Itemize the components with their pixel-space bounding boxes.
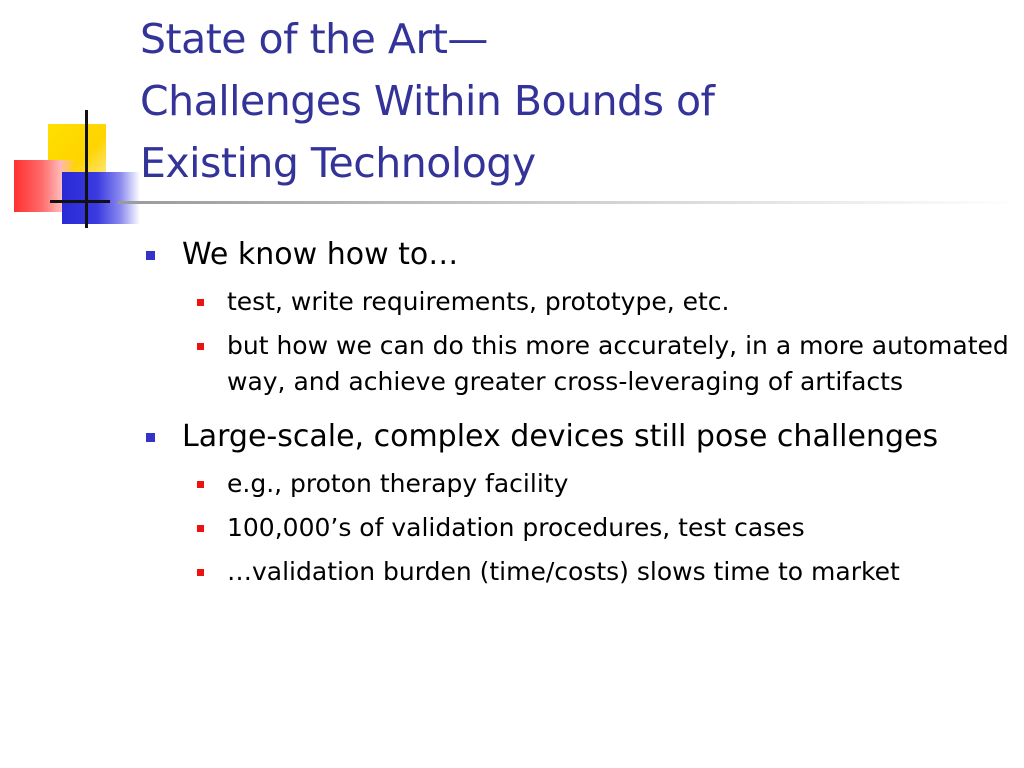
sub-bullet-item	[140, 554, 1010, 590]
bullet-text: Large-scale, complex devices still pose challenges	[182, 419, 939, 454]
decorative-logo	[0, 0, 150, 240]
bullet-text: We know how to…	[182, 237, 459, 272]
slide-body	[140, 228, 1010, 590]
sub-bullet-text: but how we can do this more accurately, in a more automated way, and achieve greater cross-leveraging of artifacts	[227, 331, 1009, 396]
sub-bullet-item	[140, 284, 1010, 320]
title-line-1: State of the Art—	[140, 15, 488, 63]
sub-bullet-text: e.g., proton therapy facility	[227, 469, 569, 498]
sub-bullet-square-icon	[197, 481, 204, 488]
sub-bullet-text: test, write requirements, prototype, etc.	[227, 287, 730, 316]
bullet-square-icon	[146, 251, 155, 260]
sub-bullet-item	[140, 466, 1010, 502]
title-line-2: Challenges Within Bounds of	[140, 77, 715, 125]
sub-bullet-square-icon	[197, 525, 204, 532]
logo-horizontal-line	[50, 200, 110, 203]
slide-title	[140, 8, 1000, 194]
title-line-3: Existing Technology	[140, 139, 536, 187]
bullet-item	[140, 234, 1010, 276]
sub-bullet-item	[140, 510, 1010, 546]
sub-bullet-square-icon	[197, 343, 204, 350]
sub-bullet-text: …validation burden (time/costs) slows time to market	[227, 557, 900, 586]
sub-bullet-square-icon	[197, 569, 204, 576]
bullet-square-icon	[146, 433, 155, 442]
logo-vertical-line	[85, 110, 88, 228]
title-divider	[118, 201, 1024, 204]
logo-blue-square	[62, 172, 140, 224]
bullet-item	[140, 416, 1010, 458]
sub-bullet-item	[140, 328, 1010, 400]
sub-bullet-text: 100,000’s of validation procedures, test cases	[227, 513, 805, 542]
sub-bullet-square-icon	[197, 299, 204, 306]
